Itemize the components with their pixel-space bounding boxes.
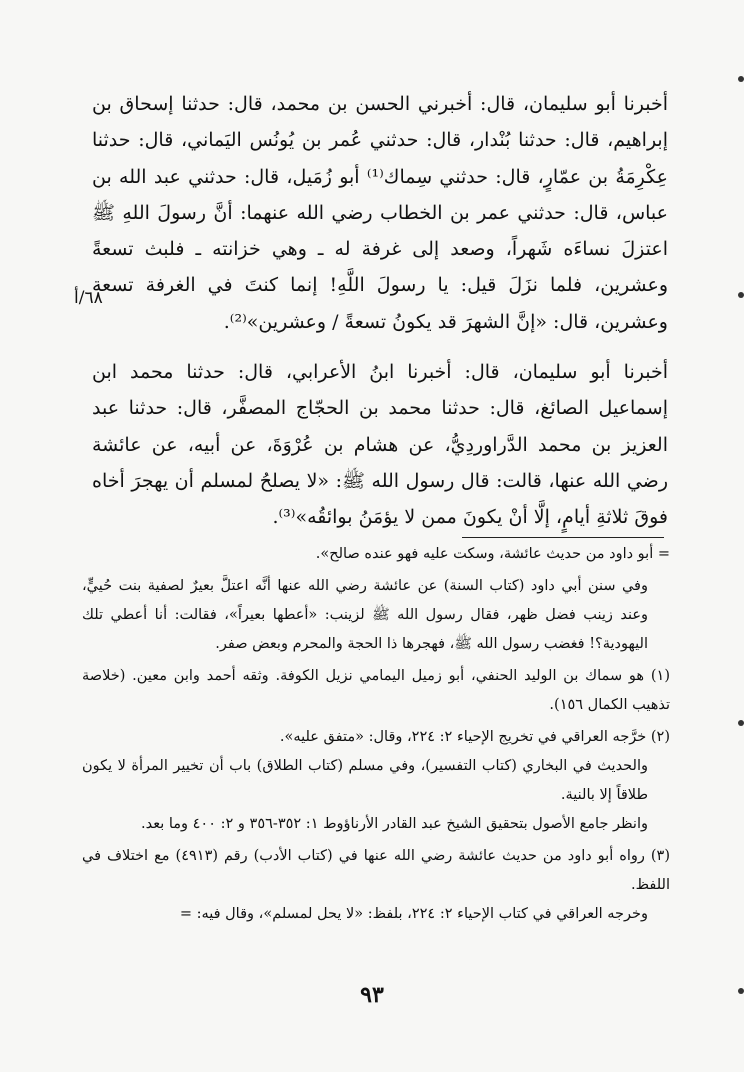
footnote-1: (١) هو سماك بن الوليد الحنفي، أبو زميل اليمامي نزيل الكوفة. وثقه أحمد وابن معين. (خلاصة تذهيب الكمال ١٥٦).: [82, 668, 670, 713]
main-paragraph: أخبرنا أبو سليمان، قال: أخبرنا ابنُ الأعرابي، قال: حدثنا محمد ابن إسماعيل الصائغ، قال: حدثنا محمد بن الحجّاج المصفَّر، قال: حدثنا عبد العزيز بن محمد الدَّراوردِيُّ، عن هشام بن عُرْوَةَ، عن أبيه، عن عائشة رضي الله عنها، قالت: قال رسول الله ﷺ: «لا يصلحُ لمسلم أن يهجرَ أخاه فوقَ ثلاثةِ أيامٍ، إلَّا أنْ يكونَ ممن لا يؤمَنُ بوائقُه»⁽³⁾.: [92, 361, 668, 529]
main-paragraph: أخبرنا أبو سليمان، قال: أخبرني الحسن بن محمد، قال: حدثنا إسحاق بن إبراهيم، قال: حدثنا بُنْدار، قال: حدثني عُمر بن يُونُس اليَماني، قال: حدثنا عِكْرِمَةُ بن عمّارٍ، قال: حدثني سِماك⁽¹⁾ أبو زُمَيل، قال: حدثني عبد الله بن عباس، قال: حدثني عمر بن الخطاب رضي الله عنهما: أنَّ رسولَ اللهِ ﷺ اعتزلَ نساءَه شَهراً، وصعد إلى غرفة له ـ وهي خزانته ـ فلبث تسعةً وعشرين، فلما نزَلَ قيل: يا رسولَ اللَّهِ! إنما كنتَ في الغرفة تسعة وعشرين، قال: «إنَّ الشهرَ قد يكونُ تسعةً / وعشرين»⁽²⁾.: [92, 93, 668, 333]
page-number: ٩٣: [360, 982, 384, 1008]
main-text: [92, 86, 668, 536]
footnote-separator: [462, 537, 664, 538]
footnote-continuation: = أبو داود من حديث عائشة، وسكت عليه فهو عنده صالح».: [315, 546, 670, 562]
footnote-3: (٣) رواه أبو داود من حديث عائشة رضي الله عنها في (كتاب الأدب) رقم (٤٩١٣) مع اختلاف في اللفظ.: [82, 848, 670, 893]
edge-dot: [738, 720, 744, 726]
footnote-paragraph: والحديث في البخاري (كتاب التفسير)، وفي مسلم (كتاب الطلاق) باب أن تخيير المرأة لا يكون طلاقاً إلا بالنية.: [82, 758, 648, 803]
manuscript-folio-marker: ٦٨/أ: [74, 288, 103, 308]
footnotes: [82, 540, 670, 929]
edge-dot: [738, 988, 744, 994]
footnote-paragraph: وفي سنن أبي داود (كتاب السنة) عن عائشة رضي الله عنها أنَّه اعتلَّ بعيرٌ لصفية بنت حُييٍّ، وعند زينب فضل ظهر، فقال رسول الله ﷺ لزينب: «أعطها بعيراً»، فقالت: أنا أعطي تلك اليهودية؟! فغضب رسول الله ﷺ، فهجرها ذا الحجة والمحرم وبعض صفر.: [82, 578, 648, 652]
footnote-paragraph: وانظر جامع الأصول بتحقيق الشيخ عبد القادر الأرناؤوط ١: ٣٥٢-٣٥٦ و ٢: ٤٠٠ وما بعد.: [140, 816, 648, 832]
edge-dot: [738, 292, 744, 298]
footnote-paragraph: وخرجه العراقي في كتاب الإحياء ٢: ٢٢٤، بلفظ: «لا يحل لمسلم»، وقال فيه: =: [179, 906, 648, 922]
footnote-2: (٢) خرَّجه العراقي في تخريج الإحياء ٢: ٢٢٤، وقال: «متفق عليه».: [279, 729, 670, 745]
edge-dot: [738, 76, 744, 82]
